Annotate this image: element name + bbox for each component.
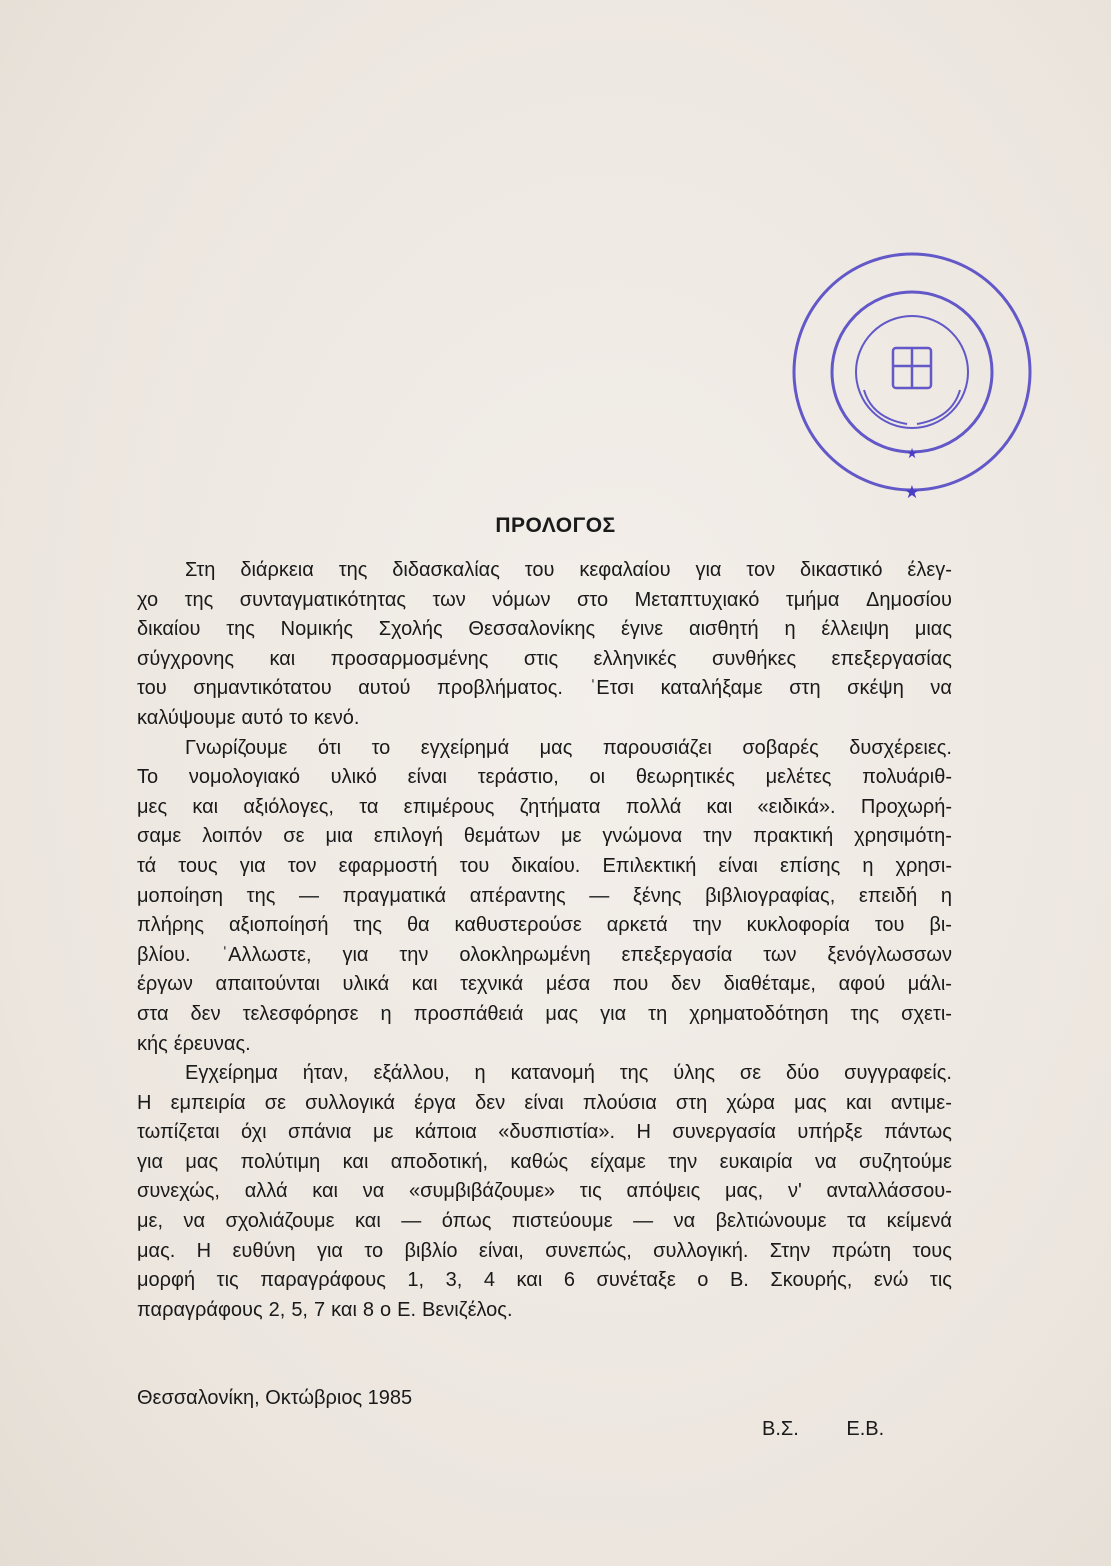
preface-body (137, 556, 952, 1325)
paragraph-line: μας. Η ευθύνη για το βιβλίο είναι, συνεπώς, συλλογική. Στην πρώτη τους (137, 1239, 952, 1262)
paragraph-line: σύγχρονης και προσαρμοσμένης στις ελληνικές συνθήκες επεξεργασίας (137, 647, 952, 670)
svg-text:★: ★ (905, 446, 919, 462)
author-initials (762, 1418, 884, 1441)
paragraph-line: έργων απαιτούνται υλικά και τεχνικά μέσα που δεν διαθέταμε, αφού μάλι- (137, 973, 952, 996)
paragraph-line: χο της συνταγματικότητας των νόμων στο Μεταπτυχιακό τμήμα Δημοσίου (137, 588, 952, 611)
paragraph-line: στα δεν τελεσφόρησε η προσπάθειά μας για τη χρηματοδότηση της σχετι- (137, 1002, 952, 1025)
paragraph-line: για μας πολύτιμη και αποδοτική, καθώς είχαμε την ευκαιρία να συζητούμε (137, 1150, 952, 1173)
paragraph-line: μοποίηση της — πραγματικά απέραντης — ξένης βιβλιογραφίας, επειδή η (137, 884, 952, 907)
paragraph-line: Η εμπειρία σε συλλογικά έργα δεν είναι πλούσια στη χώρα μας και αντιμε- (137, 1091, 952, 1114)
official-seal-stamp (762, 240, 1062, 520)
paragraph-line: του σημαντικότατου αυτού προβλήματος. ˈΕτσι καταλήξαμε στη σκέψη να (137, 677, 952, 700)
paragraph-line: τωπίζεται όχι σπάνια με κάποια «δυσπιστία». Η συνεργασία υπήρξε πάντως (137, 1121, 952, 1144)
page-title: ΠΡΟΛΟΓΟΣ (495, 514, 616, 537)
paragraph-line: μορφή τις παραγράφους 1, 3, 4 και 6 συνέταξε ο Β. Σκουρής, ενώ τις (137, 1269, 952, 1292)
paragraph-line: καλύψουμε αυτό το κενό. (137, 706, 360, 729)
paragraph-line: βλίου. ˈΑλλωστε, για την ολοκληρωμένη επεξεργασία των ξενόγλωσσων (137, 943, 952, 966)
initials-first: Β.Σ. (762, 1418, 799, 1440)
paragraph (137, 556, 952, 734)
paragraph-line: δικαίου της Νομικής Σχολής Θεσσαλονίκης έγινε αισθητή η έλλειψη μιας (137, 618, 952, 641)
paragraph-line: Γνωρίζουμε ότι το εγχείρημά μας παρουσιάζει σοβαρές δυσχέρειες. (185, 736, 952, 759)
paragraph-line: Εγχείρημα ήταν, εξάλλου, η κατανομή της ύλης σε δύο συγγραφείς. (185, 1062, 952, 1085)
place-date: Θεσσαλονίκη, Οκτώβριος 1985 (137, 1387, 413, 1409)
paragraph-line: πλήρης αξιοποίησή της θα καθυστερούσε αρκετά την κυκλοφορία του βι- (137, 914, 952, 937)
paragraph-line: με, να σχολιάζουμε και — όπως πιστεύουμε — να βελτιώνουμε τα κείμενά (137, 1210, 952, 1233)
paragraph-line: τά τους για τον εφαρμοστή του δικαίου. Επιλεκτική είναι επίσης η χρησι- (137, 854, 952, 877)
paragraph-line: μες και αξιόλογες, τα επιμέρους ζητήματα πολλά και «ειδικά». Προχωρή- (137, 795, 952, 818)
paragraph-line: κής έρευνας. (137, 1032, 251, 1055)
paragraph-line: παραγράφους 2, 5, 7 και 8 ο Ε. Βενιζέλος. (137, 1298, 513, 1321)
paragraph-line: σαμε λοιπόν σε μια επιλογή θεμάτων με γνώμονα την πρακτική χρησιμότη- (137, 825, 952, 848)
initials-second: Ε.Β. (846, 1418, 885, 1440)
paragraph (137, 1059, 952, 1325)
paragraph-line: Στη διάρκεια της διδασκαλίας του κεφαλαίου για τον δικαστικό έλεγ- (185, 559, 952, 581)
paragraph (137, 734, 952, 1060)
paragraph-line: συνεχώς, αλλά και να «συμβιβάζουμε» τις απόψεις μας, ν' ανταλλάσσου- (137, 1180, 952, 1203)
svg-text:★: ★ (903, 482, 921, 503)
paragraph-line: Το νομολογιακό υλικό είναι τεράστιο, οι θεωρητικές μελέτες πολυάριθ- (137, 766, 952, 789)
